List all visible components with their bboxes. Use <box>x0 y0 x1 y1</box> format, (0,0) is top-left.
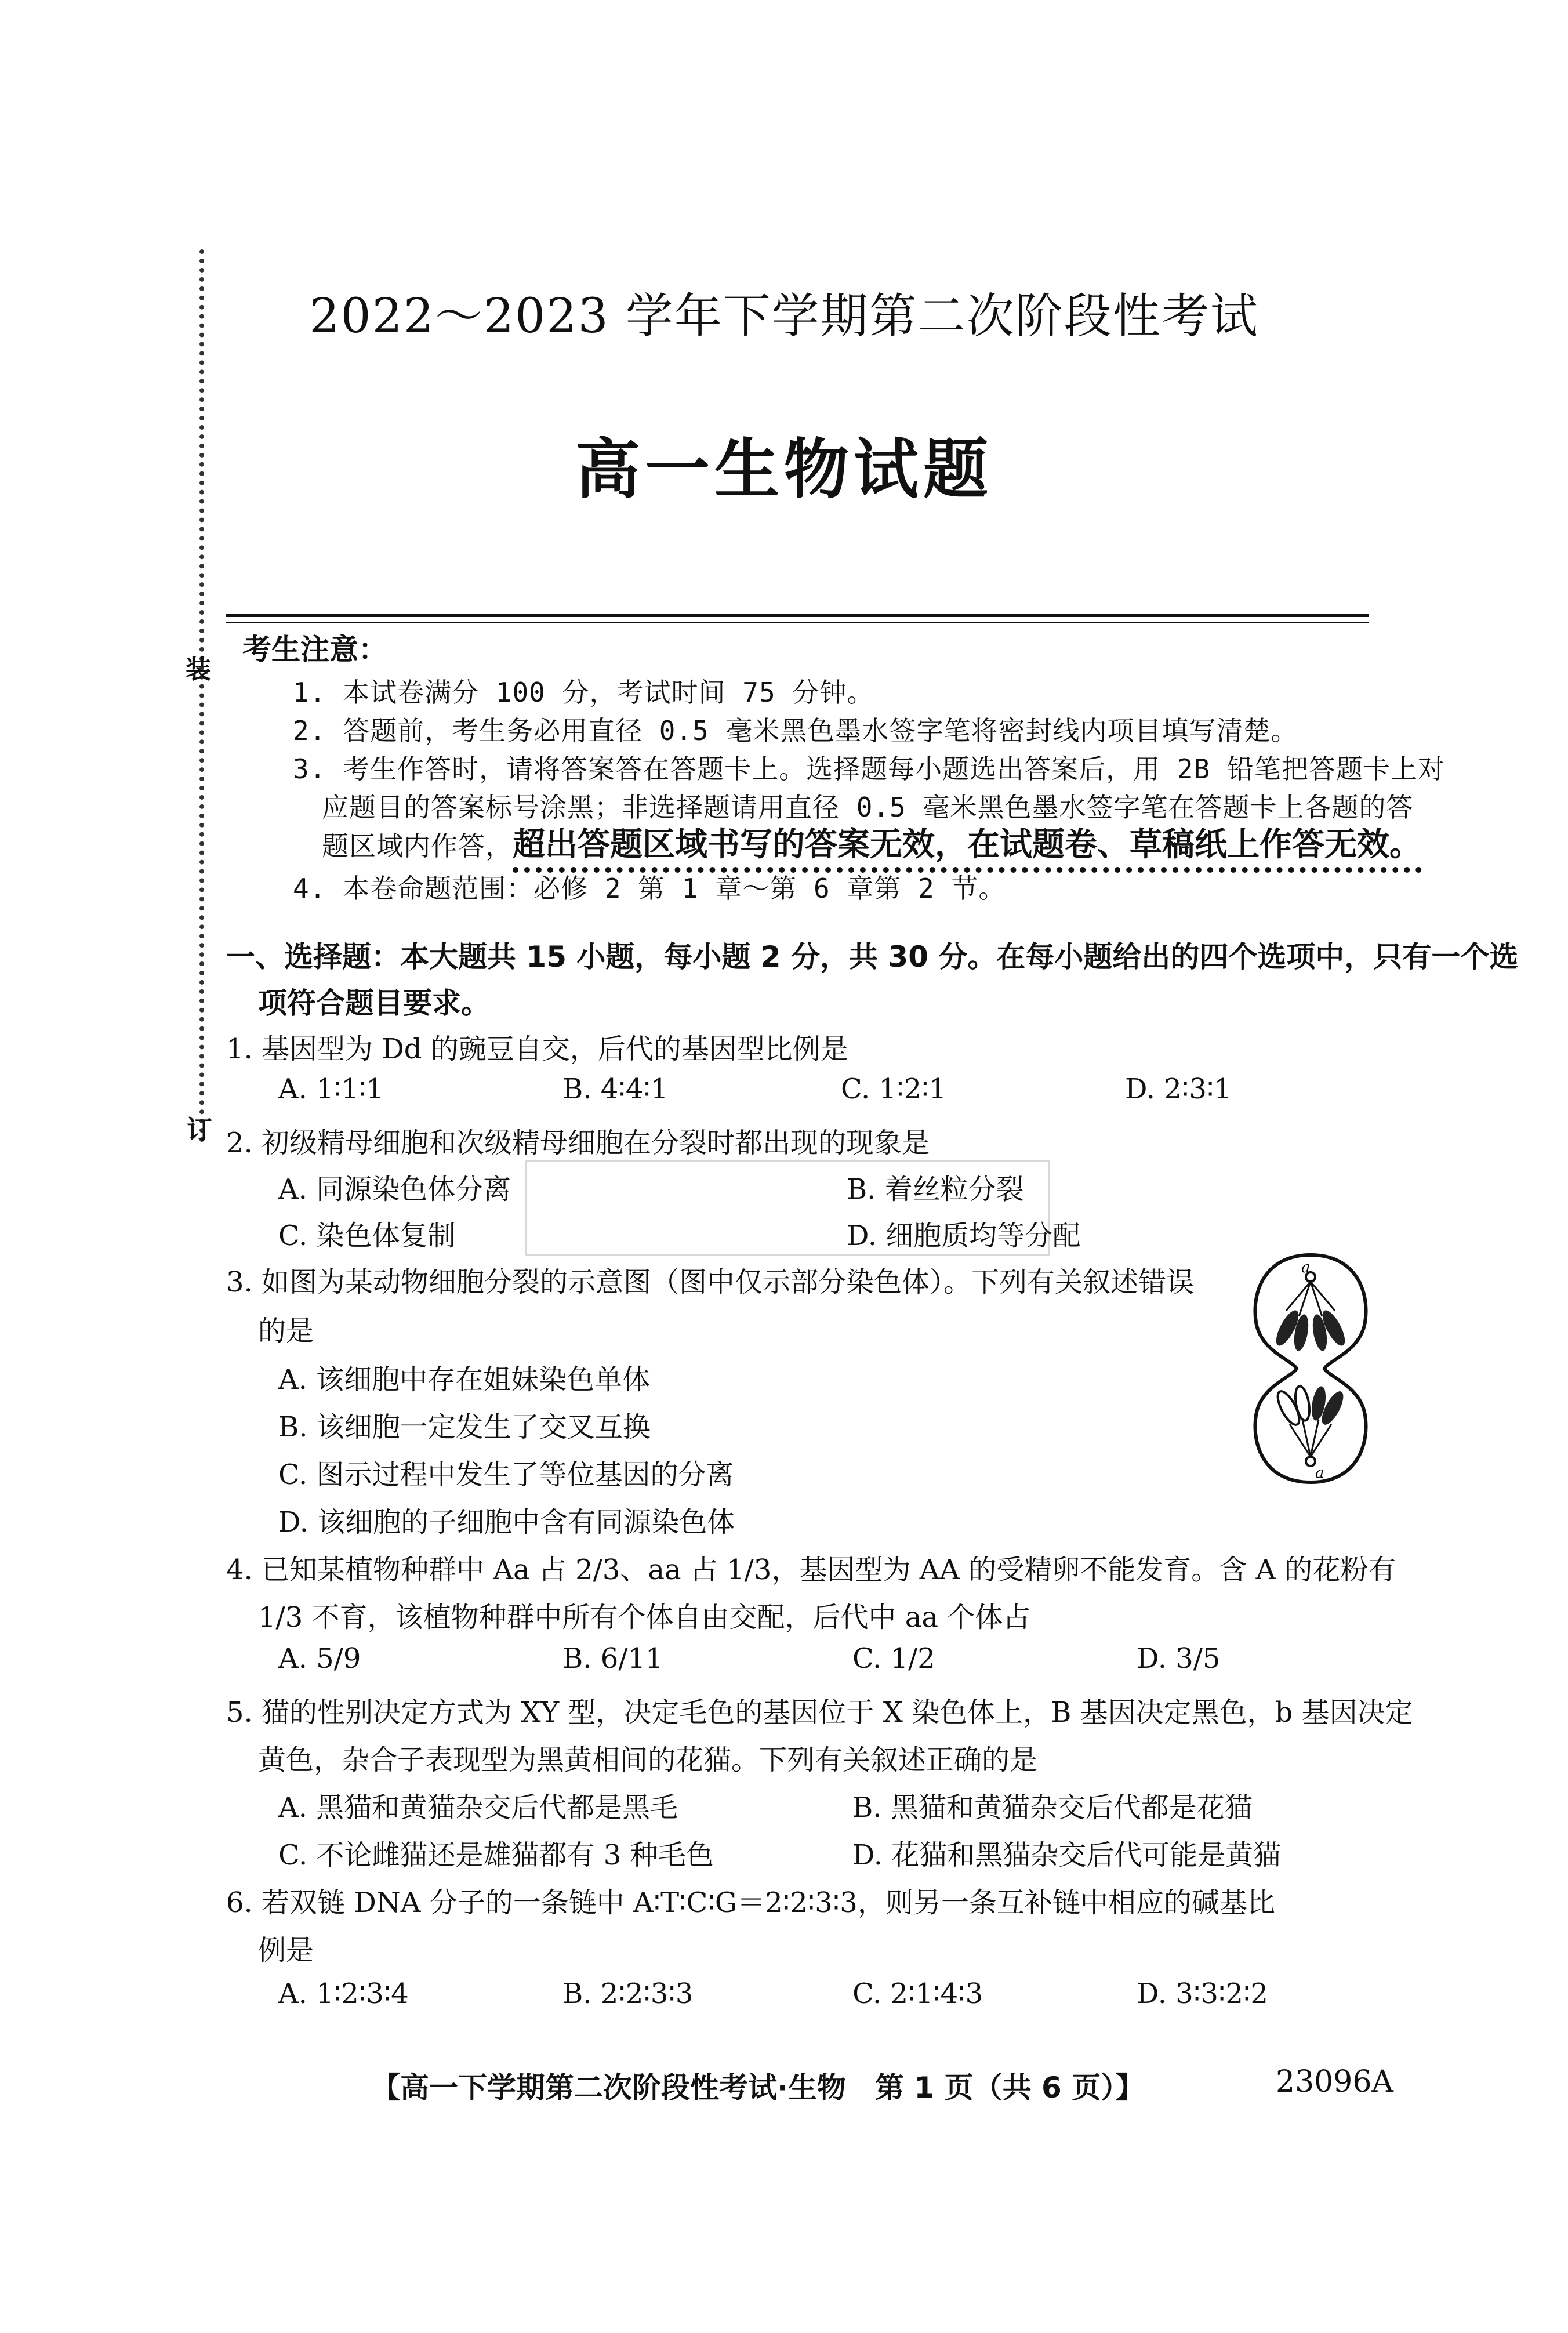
notice-heading: 考生注意： <box>242 633 387 666</box>
subject-title: 高一生物试题 <box>575 432 993 507</box>
q6-option-c: C. 2∶1∶4∶3 <box>852 1978 983 2010</box>
notice-emphasis: 超出答题区域书写的答案无效，在试题卷、草稿纸上作答无效。 <box>513 826 1422 873</box>
q2-option-b: B. 着丝粒分裂 <box>847 1173 1024 1206</box>
notice-item-3: 3. 考生作答时，请将答案答在答题卡上。选择题每小题选出答案后，用 2B 铅笔把答题卡上对 <box>293 753 1445 785</box>
notice-item-3-cont: 应题目的答案标号涂黑；非选择题请用直径 0.5 毫米黑色墨水签字笔在答题卡上各题的答 <box>322 792 1414 823</box>
q5-option-b: B. 黑猫和黄猫杂交后代都是花猫 <box>852 1791 1253 1824</box>
lower-chromosome-group <box>1273 1385 1347 1466</box>
notice-item-3-end <box>322 819 1422 865</box>
q4-option-d: D. 3/5 <box>1137 1642 1221 1675</box>
upper-chromosome-group <box>1272 1272 1349 1352</box>
header-rule-thick <box>226 614 1369 617</box>
q4-option-a: A. 5/9 <box>278 1642 361 1675</box>
question-6-stem-cont: 例是 <box>258 1934 314 1966</box>
figure-label-bottom: a <box>1315 1464 1324 1482</box>
q2-option-d: D. 细胞质均等分配 <box>847 1220 1081 1252</box>
q2-option-c: C. 染色体复制 <box>278 1220 456 1252</box>
q1-option-b: B. 4∶4∶1 <box>562 1073 669 1105</box>
notice-item-1: 1. 本试卷满分 100 分，考试时间 75 分钟。 <box>293 677 874 708</box>
section-heading: 一、选择题：本大题共 15 小题，每小题 2 分，共 30 分。在每小题给出的四个选项中，只有一个选 <box>226 940 1519 974</box>
question-3-stem: 3. 如图为某动物细胞分裂的示意图（图中仅示部分染色体）。下列有关叙述错误 <box>226 1266 1195 1298</box>
figure-label-top: a <box>1301 1259 1311 1276</box>
q1-option-a: A. 1∶1∶1 <box>278 1073 384 1105</box>
q6-option-a: A. 1∶2∶3∶4 <box>278 1978 409 2010</box>
binding-mark-zhuang: 装 <box>186 655 211 684</box>
q6-option-d: D. 3∶3∶2∶2 <box>1137 1978 1268 2010</box>
q2-option-a: A. 同源染色体分离 <box>278 1173 511 1206</box>
header-rule-thin <box>226 622 1369 623</box>
q1-option-c: C. 1∶2∶1 <box>841 1073 947 1105</box>
question-5-stem: 5. 猫的性别决定方式为 XY 型，决定毛色的基因位于 X 染色体上，B 基因决定黑色，b 基因决定 <box>226 1696 1413 1729</box>
q4-option-b: B. 6/11 <box>562 1642 663 1675</box>
paper-code: 23096A <box>1276 2064 1393 2099</box>
q1-option-d: D. 2∶3∶1 <box>1125 1073 1232 1105</box>
question-5-stem-cont: 黄色，杂合子表现型为黑黄相间的花猫。下列有关叙述正确的是 <box>258 1744 1038 1776</box>
exam-title: 2022～2023 学年下学期第二次阶段性考试 <box>309 289 1259 344</box>
q3-option-a: A. 该细胞中存在姐妹染色单体 <box>278 1363 651 1396</box>
notice-item-4: 4. 本卷命题范围：必修 2 第 1 章～第 6 章第 2 节。 <box>293 873 1006 904</box>
question-2-stem: 2. 初级精母细胞和次级精母细胞在分裂时都出现的现象是 <box>226 1127 930 1159</box>
cell-division-figure <box>1241 1247 1380 1490</box>
q3-option-c: C. 图示过程中发生了等位基因的分离 <box>278 1458 734 1491</box>
binding-mark-ding: 订 <box>187 1115 212 1145</box>
cell-membrane <box>1255 1255 1366 1482</box>
question-4-stem: 4. 已知某植物种群中 Aa 占 2/3、aa 占 1/3，基因型为 AA 的受精卵不能发育。含 A 的花粉有 <box>226 1554 1396 1586</box>
q3-option-b: B. 该细胞一定发生了交叉互换 <box>278 1411 651 1443</box>
q3-option-d: D. 该细胞的子细胞中含有同源染色体 <box>278 1506 735 1539</box>
notice-item-3-prefix: 题区域内作答， <box>322 830 513 862</box>
page-footer: 【高一下学期第二次阶段性考试·生物 第 1 页（共 6 页）】 <box>371 2071 1145 2105</box>
q5-option-d: D. 花猫和黑猫杂交后代可能是黄猫 <box>852 1839 1282 1871</box>
question-1-stem: 1. 基因型为 Dd 的豌豆自交，后代的基因型比例是 <box>226 1033 848 1065</box>
q5-option-c: C. 不论雌猫还是雄猫都有 3 种毛色 <box>278 1839 714 1871</box>
question-3-stem-cont: 的是 <box>258 1315 314 1347</box>
q5-option-a: A. 黑猫和黄猫杂交后代都是黑毛 <box>278 1791 678 1824</box>
question-6-stem: 6. 若双链 DNA 分子的一条链中 A∶T∶C∶G＝2∶2∶3∶3，则另一条互补链中相应的碱基比 <box>226 1886 1275 1919</box>
binding-dotted-line <box>199 249 204 1142</box>
q6-option-b: B. 2∶2∶3∶3 <box>562 1978 694 2010</box>
section-heading-cont: 项符合题目要求。 <box>258 986 490 1020</box>
q4-option-c: C. 1/2 <box>852 1642 935 1675</box>
notice-item-2: 2. 答题前，考生务必用直径 0.5 毫米黑色墨水签字笔将密封线内项目填写清楚。 <box>293 715 1298 746</box>
question-4-stem-cont: 1/3 不育，该植物种群中所有个体自由交配，后代中 aa 个体占 <box>258 1601 1031 1634</box>
